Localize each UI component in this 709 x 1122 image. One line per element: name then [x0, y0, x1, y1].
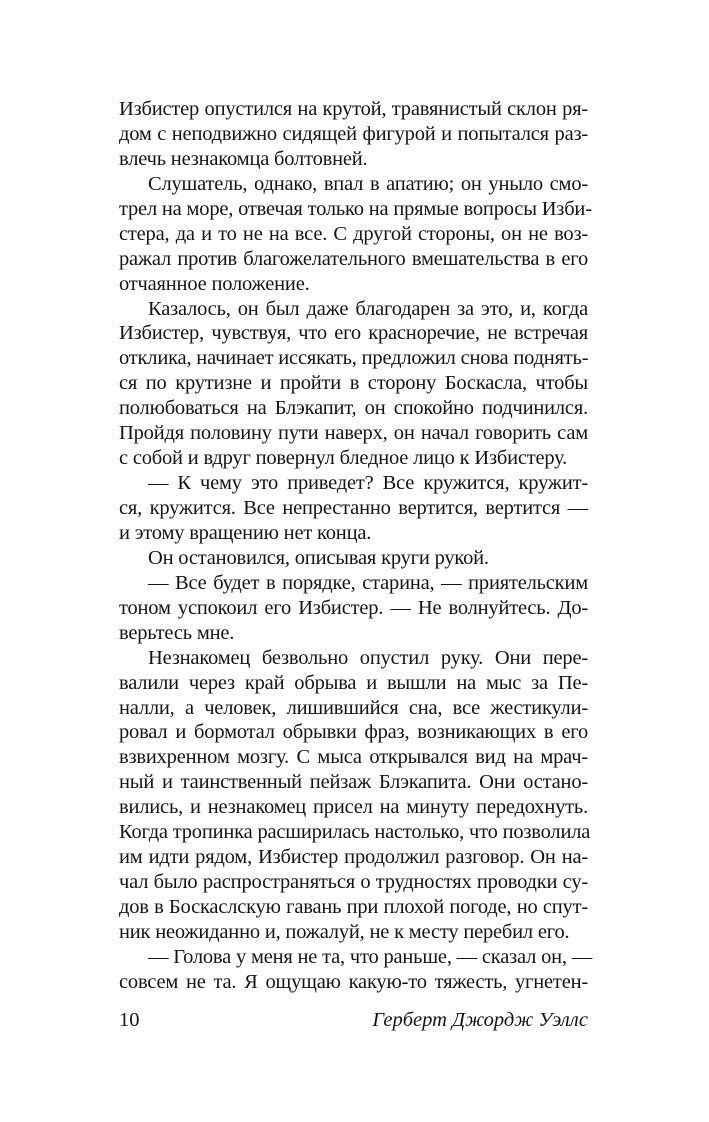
paragraph	[119, 945, 593, 995]
paragraph	[119, 172, 592, 297]
text-line: налли, а человек, лишившийся сна, все жестикули-	[119, 696, 588, 719]
text-line: взвихренном мозгу. С мыса открывался вид на мрач-	[119, 746, 588, 769]
text-line: вились, и незнакомец присел на минуту передохнуть.	[119, 796, 588, 819]
text-line: Казалось, он был даже благодарен за это, и, когда	[148, 297, 588, 320]
text-line: совсем не та. Я ощущаю какую-то тяжесть, угнетен-	[119, 970, 588, 993]
running-title-author: Герберт Джордж Уэллс	[372, 1009, 588, 1031]
paragraph	[119, 646, 591, 945]
text-line: валили через край обрыва и вышли на мыс за Пе-	[119, 671, 588, 694]
text-line: и этому вращению нет конца.	[119, 521, 372, 544]
body-text	[119, 97, 593, 995]
text-line: ный и таинственный пейзаж Блэкапита. Они остано-	[119, 771, 588, 794]
page-number: 10	[119, 1009, 140, 1031]
text-line: Незнакомец безвольно опустил руку. Они пере-	[148, 646, 588, 669]
text-line: ник неожиданно и, пожалуй, не к месту перебил его.	[119, 920, 570, 943]
text-line: стера, да и то не на все. С другой стороны, он не воз-	[119, 222, 588, 245]
text-line: Когда тропинка расширилась настолько, что позволила	[119, 821, 591, 844]
text-line: отчаянное положение.	[119, 272, 310, 295]
text-line: ся по крутизне и пройти в сторону Боскасла, чтобы	[119, 372, 588, 395]
text-line: чал было распространяться о трудностях проводки су-	[119, 871, 588, 894]
text-line: Пройдя половину пути наверх, он начал говорить сам	[119, 422, 588, 445]
paragraph	[119, 97, 588, 172]
paragraph	[119, 471, 588, 546]
text-line: верьтесь мне.	[119, 621, 235, 644]
text-line: Он остановился, описывая круги рукой.	[148, 546, 489, 569]
text-line: — Все будет в порядке, старина, — приятельским	[148, 571, 588, 594]
text-line: — К чему это приведет? Все кружится, кружит-	[148, 472, 588, 495]
text-line: Слушатель, однако, впал в апатию; он уныло смо-	[148, 172, 588, 195]
text-line: Избистер, чувствуя, что его красноречие, не встречая	[119, 322, 588, 345]
text-line: ровал и бормотал обрывки фраз, возникающих в его	[119, 721, 588, 744]
paragraph	[119, 571, 588, 646]
text-line: тоном успокоил его Избистер. — Не волнуйтесь. До-	[119, 596, 588, 619]
text-line: ся, кружится. Все непрестанно вертится, вертится —	[119, 497, 588, 519]
text-line: — Голова у меня не та, что раньше, — сказал он, —	[148, 945, 593, 968]
text-line: ражал против благожелательного вмешательства в его	[119, 247, 588, 270]
text-line: с собой и вдруг повернул бледное лицо к Избистеру.	[119, 447, 568, 470]
page-footer	[119, 1005, 588, 1035]
text-line: Избистер опустился на крутой, травянистый склон ря-	[119, 98, 588, 120]
paragraph	[119, 546, 588, 571]
text-line: дов в Боскаслскую гавань при плохой погоде, но спут-	[119, 896, 588, 918]
text-line: влечь незнакомца болтовней.	[119, 147, 368, 170]
text-line: трел на море, отвечая только на прямые вопросы Изби-	[119, 197, 592, 220]
text-line: отклика, начинает иссякать, предложил снова поднять-	[119, 347, 589, 370]
text-line: им идти рядом, Избистер продолжил разговор. Он на-	[119, 846, 588, 869]
text-line: полюбоваться на Блэкапит, он спокойно подчинился.	[119, 397, 588, 420]
text-line: дом с неподвижно сидящей фигурой и попытался раз-	[119, 122, 588, 145]
paragraph	[119, 297, 588, 472]
